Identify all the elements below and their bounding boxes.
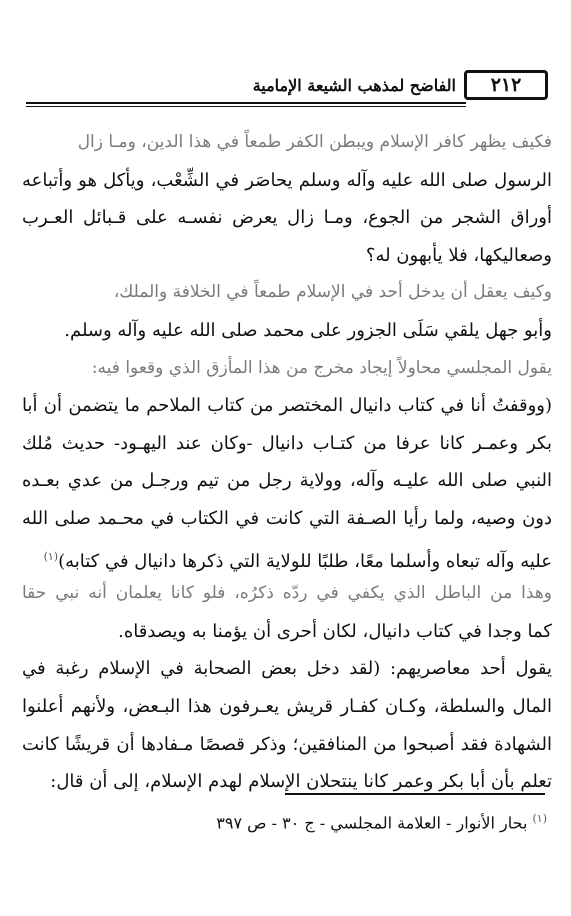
page-number: ٢١٢	[464, 70, 548, 100]
footnote-marker: (١)	[43, 549, 59, 563]
text-line: فكيف يظهر كافر الإسلام ويبطن الكفر طمعاً في هذا الدين، ومـا زال	[77, 132, 552, 152]
text-line: (ووقفتُ أنا في كتاب دانيال المختصر من كتاب الملاحم ما يتضمن أن أبا	[22, 395, 552, 417]
text-line: تعلم بأن أبا بكر وعمر كانا ينتحلان الإسلام لهدم الإسلام، إلى أن قال:	[50, 771, 552, 793]
text-line: المال والسلطة، وكـان كفـار قريش يعـرفون هذا البـعض، ولأنهم أعلنوا	[22, 695, 552, 717]
text-line: وهذا من الباطل الذي يكفي في ردّه ذكرُه، فلو كانا يعلمان أنه نبي حقا	[22, 583, 552, 604]
text-line: وأبو جهل يلقي سَلَى الجزور على محمد صلى الله عليه وآله وسلم.	[64, 319, 552, 341]
text-line: يقول أحد معاصريهم: (لقد دخل بعض الصحابة في الإسلام رغبة في	[22, 658, 552, 680]
footnote	[27, 812, 547, 832]
footnote-text: بحار الأنوار - العلامة المجلسي - ج ٣٠ - ص ٣٩٧	[216, 813, 528, 833]
footnote-separator	[285, 793, 545, 795]
text-line: بكر وعمـر كانا عرفا من كتـاب دانيال -وكان عند اليهـود- حديث مُلك	[22, 432, 552, 454]
header-rule-thin	[26, 106, 466, 107]
text-line: كما وجدا في كتاب دانيال، لكان أحرى أن يؤمنا به ويصدقاه.	[118, 620, 552, 642]
text-line	[22, 538, 552, 576]
text-line-content: عليه وآله تبعاه وأسلما معًا، طلبًا للولاية التي ذكرها دانيال في كتابه)	[58, 550, 552, 572]
header-rule	[26, 102, 466, 104]
text-line: وكيف يعقل أن يدخل أحد في الإسلام طمعاً في الخلافة والملك،	[113, 282, 552, 303]
text-line: يقول المجلسي محاولاً إيجاد مخرج من هذا المأزق الذي وقعوا فيه:	[91, 357, 552, 378]
text-line: أوراق الشجر من الجوع، ومـا زال يعرض نفسـه على قـبائل العـرب	[22, 207, 552, 229]
running-title: الفاضح لمذهب الشيعة الإمامية	[252, 76, 456, 95]
footnote-number: (١)	[532, 812, 547, 825]
text-line: الرسول صلى الله عليه وآله وسلم يحاصَر في الشِّعْب، ويأكل هو وأتباعه	[22, 169, 552, 191]
page-header	[26, 70, 548, 106]
main-text	[22, 124, 552, 801]
text-line: النبي صلى الله عليـه وآله، وولاية رجل من تيم ورجـل من عدي بعـده	[22, 470, 552, 492]
text-line: الشهادة فقد أصبحوا من المنافقين؛ وذكر قصصًا مـفادها أن قريشًا كانت	[22, 733, 552, 755]
text-line: دون وصيه، ولما رأيا الصـفة التي كانت في الكتاب في محـمد صلى الله	[22, 507, 552, 529]
text-line: وصعاليكها، فلا يأبهون له؟	[365, 244, 552, 266]
